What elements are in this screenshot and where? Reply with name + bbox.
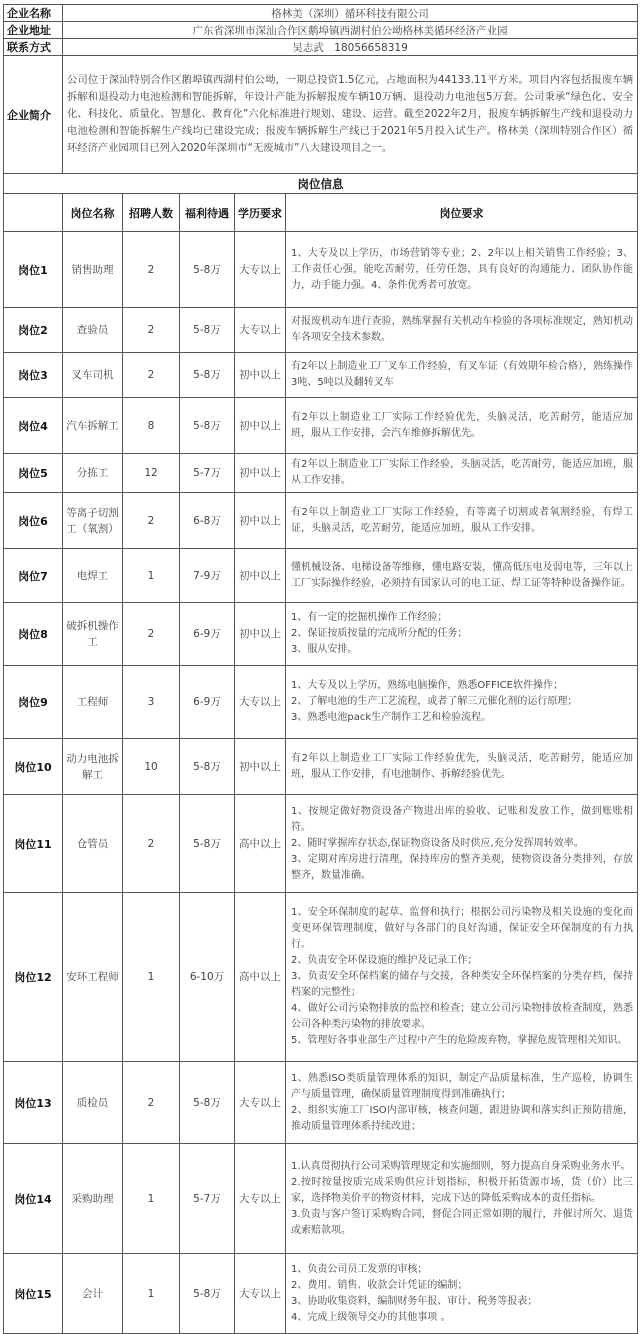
position-salary: 5-8万 (180, 353, 235, 398)
company-contact: 吴志武 18056658319 (63, 39, 638, 56)
position-row (4, 1254, 638, 1334)
position-label: 岗位9 (4, 666, 63, 739)
position-requirements (286, 603, 638, 666)
position-requirements (286, 232, 638, 308)
position-name: 采购助理 (63, 1144, 123, 1254)
position-name: 会计 (63, 1254, 123, 1334)
position-row (4, 1062, 638, 1144)
requirement-line: 2、费用、销售、收款会计凭证的编制； (291, 1279, 468, 1291)
position-headcount: 2 (123, 308, 180, 353)
requirement-line: 2.按时按量按质完成采购供应计划指标，积极开拓货源市场，货（价）比三家，选择物美价平的物资材料，完成下达的降低采购成本的责任指标。 (291, 1176, 634, 1204)
company-contact-label: 联系方式 (4, 39, 63, 56)
position-education: 高中以上 (235, 893, 286, 1062)
position-label: 岗位1 (4, 232, 63, 308)
requirement-line: 1、安全环保制度的起草、监督和执行；根据公司污染物及相关设施的变化而变更环保管理制度，做好与各部门的良好沟通，保证安全环保制度的有力执行。 (291, 907, 634, 950)
requirement-line: 有2年以上制造业工厂叉车工作经验，有叉车证（有效期年检合格），熟练操作3吨、5吨以及翻转叉车 (291, 361, 634, 388)
position-headcount: 3 (123, 666, 180, 739)
position-headcount: 1 (123, 893, 180, 1062)
requirement-line: 3、协助收集资料，编制财务年报、审计、税务等报表； (291, 1295, 538, 1307)
position-salary: 5-8万 (180, 795, 235, 893)
job-info-document (3, 4, 637, 1334)
position-education: 初中以上 (235, 493, 286, 549)
position-label: 岗位15 (4, 1254, 63, 1334)
position-name: 动力电池拆解工 (63, 739, 123, 795)
company-name-label: 企业名称 (4, 5, 63, 22)
requirement-line: 4、做好公司污染物排放的监控和检查；建立公司污染物排放检查制度，熟悉公司各种类污染物的排放要求。 (291, 1003, 634, 1030)
position-education: 初中以上 (235, 454, 286, 493)
position-row (4, 893, 638, 1062)
position-row (4, 666, 638, 739)
position-education: 初中以上 (235, 398, 286, 454)
requirement-line: 3.负责与客户签订采购购合同，督促合同正常如期的履行，并催讨所欠、退货或索赔款项。 (291, 1208, 634, 1236)
position-row (4, 353, 638, 398)
position-label: 岗位14 (4, 1144, 63, 1254)
position-requirements (286, 1062, 638, 1144)
position-requirements (286, 739, 638, 795)
position-name: 分拣工 (63, 454, 123, 493)
company-table (3, 4, 638, 1334)
company-intro-label: 企业简介 (4, 56, 63, 174)
header-salary: 福利待遇 (180, 194, 235, 232)
company-name: 格林美（深圳）循环科技有限公司 (63, 5, 638, 22)
position-headcount: 2 (123, 232, 180, 308)
company-address-label: 企业地址 (4, 22, 63, 39)
position-label: 岗位11 (4, 795, 63, 893)
position-row (4, 398, 638, 454)
position-name: 销售助理 (63, 232, 123, 308)
position-label: 岗位13 (4, 1062, 63, 1144)
position-row (4, 493, 638, 549)
position-salary: 6-8万 (180, 493, 235, 549)
position-headcount: 10 (123, 739, 180, 795)
header-headcount: 招聘人数 (123, 194, 180, 232)
position-label: 岗位7 (4, 549, 63, 603)
position-education: 大专以上 (235, 1254, 286, 1334)
position-education: 初中以上 (235, 549, 286, 603)
position-salary: 5-7万 (180, 1144, 235, 1254)
requirement-line: 3、服从安排。 (291, 644, 358, 655)
position-label: 岗位12 (4, 893, 63, 1062)
position-label: 岗位3 (4, 353, 63, 398)
requirement-line: 1、负责公司员工发票的审核； (291, 1263, 428, 1275)
position-name: 查验员 (63, 308, 123, 353)
header-blank (4, 194, 63, 232)
requirement-line: 2、了解电池的生产工艺流程，或者了解三元催化剂的运行原理； (291, 696, 578, 707)
jobs-section-title: 岗位信息 (4, 174, 638, 194)
position-name: 汽车拆解工 (63, 398, 123, 454)
requirement-line: 1、有一定的挖掘机操作工作经验； (291, 612, 448, 623)
position-salary: 5-8万 (180, 739, 235, 795)
position-name: 叉车司机 (63, 353, 123, 398)
requirement-line: 2、保证按质按量的完成所分配的任务； (291, 628, 468, 639)
requirement-line: 1、按规定做好物资设备产物进出库的验收、记账和发放工作，做到账账相符。 (291, 805, 634, 833)
position-row (4, 454, 638, 493)
position-requirements (286, 493, 638, 549)
position-salary: 5-8万 (180, 232, 235, 308)
position-education: 初中以上 (235, 353, 286, 398)
position-headcount: 2 (123, 1062, 180, 1144)
company-contact-row (4, 39, 638, 56)
position-headcount: 12 (123, 454, 180, 493)
header-requirements: 岗位要求 (286, 194, 638, 232)
position-label: 岗位8 (4, 603, 63, 666)
position-label: 岗位6 (4, 493, 63, 549)
requirement-line: 2、组织实施工厂ISO内部审核，核查问题，跟进协调和落实纠正预防措施，推动质量管理体系持续改进； (291, 1104, 634, 1132)
position-label: 岗位5 (4, 454, 63, 493)
company-address-row (4, 22, 638, 39)
requirement-line: 3、熟悉电池pack生产制作工艺和检验流程。 (291, 712, 492, 723)
requirement-line: 有2年以上制造业工厂实际工作经验，头脑灵活，吃苦耐劳，能适应加班，服从工作安排。 (291, 459, 634, 486)
position-requirements (286, 666, 638, 739)
position-education: 初中以上 (235, 739, 286, 795)
requirement-line: 对报废机动车进行查验，熟练掌握有关机动车检验的各项标准规定，熟知机动车各项安全技术参数。 (291, 316, 634, 343)
position-headcount: 1 (123, 1254, 180, 1334)
company-address: 广东省深圳市深汕合作区鹅埠镇西湖村伯公坳格林美循环经济产业园 (63, 22, 638, 39)
position-education: 高中以上 (235, 795, 286, 893)
position-row (4, 1144, 638, 1254)
position-education: 大专以上 (235, 1144, 286, 1254)
position-name: 质检员 (63, 1062, 123, 1144)
position-salary: 6-9万 (180, 666, 235, 739)
requirement-line: 1、大专及以上学历，市场营销等专业；2、2年以上相关销售工作经验；3、工作责任心强，能吃苦耐劳，任劳任怨，具有良好的沟通能力、团队协作能力，动手能力强。4、条件优秀者可放宽。 (291, 247, 634, 291)
position-salary: 5-8万 (180, 1254, 235, 1334)
position-label: 岗位2 (4, 308, 63, 353)
requirement-line: 有2年以上制造业工厂实际工作经验优先，头脑灵活，吃苦耐劳，能适应加班，服从工作安排，会汽车维修拆解优先。 (291, 411, 634, 439)
position-name: 安环工程师 (63, 893, 123, 1062)
position-headcount: 2 (123, 603, 180, 666)
position-education: 大专以上 (235, 232, 286, 308)
position-label: 岗位4 (4, 398, 63, 454)
position-name: 破拆机操作工 (63, 603, 123, 666)
position-headcount: 8 (123, 398, 180, 454)
company-name-row (4, 5, 638, 22)
position-requirements (286, 308, 638, 353)
position-education: 大专以上 (235, 1062, 286, 1144)
company-intro: 公司位于深汕特别合作区鹅埠镇西湖村伯公坳，一期总投资1.5亿元，占地面积为44133.11平方米。项目内容包括报废车辆拆解和退役动力电池检测和智能拆解，年设计产能为拆解报废车辆10万辆、退役动力电池包5万套。公司秉承“绿色化、安全化、科技化、质量化、智慧化、教育化”六化标准进行规划、建设、运营。截至2022年2月，报废车辆拆解生产线和退役动力电池检测和智能拆解生产线均已建设完成；报废车辆拆解生产线已于2021年5月投入试生产。格林美（深圳特别合作区）循环经济产业园项目已列入2020年深圳市“无废城市”八大建设项目之一。 (63, 56, 638, 174)
position-headcount: 2 (123, 795, 180, 893)
position-row (4, 603, 638, 666)
requirement-line: 3、负责安全环保档案的储存与交接，各种类安全环保档案的分类存档，保持档案的完整性； (291, 971, 634, 998)
position-salary: 5-8万 (180, 308, 235, 353)
position-row (4, 232, 638, 308)
position-name: 仓管员 (63, 795, 123, 893)
requirement-line: 5、管理好各事业部生产过程中产生的危险废弃物，掌握危废管理相关知识。 (291, 1035, 628, 1046)
position-headcount: 2 (123, 493, 180, 549)
position-requirements (286, 1144, 638, 1254)
jobs-section-row (4, 174, 638, 194)
position-requirements (286, 353, 638, 398)
position-salary: 6-9万 (180, 603, 235, 666)
position-salary: 7-9万 (180, 549, 235, 603)
positions-list (4, 232, 638, 1334)
position-requirements (286, 893, 638, 1062)
position-name: 等离子切割工（氧割） (63, 493, 123, 549)
position-headcount: 2 (123, 353, 180, 398)
position-education: 大专以上 (235, 308, 286, 353)
requirement-line: 3、定期对库房进行清理，保持库房的整齐美观，使物资设备分类排列，存放整齐，数量准确。 (291, 853, 634, 881)
position-row (4, 795, 638, 893)
header-position-name: 岗位名称 (63, 194, 123, 232)
position-row (4, 549, 638, 603)
position-name: 工程师 (63, 666, 123, 739)
position-requirements (286, 795, 638, 893)
jobs-header-row (4, 194, 638, 232)
position-salary: 5-7万 (180, 454, 235, 493)
position-headcount: 1 (123, 1144, 180, 1254)
requirement-line: 1、熟悉ISO类质量管理体系的知识，制定产品质量标准，生产巡检，协调生产与质量管理，确保质量管理制度得到准确执行； (291, 1072, 634, 1100)
position-salary: 5-8万 (180, 398, 235, 454)
requirement-line: 有2年以上制造业工厂实际工作经验，有等离子切割或者氧割经验，有焊工证，头脑灵活，吃苦耐劳，能适应加班，服从工作安排。 (291, 506, 634, 534)
company-intro-row (4, 56, 638, 174)
requirement-line: 1.认真贯彻执行公司采购管理规定和实施细则，努力提高自身采购业务水平。 (291, 1160, 631, 1172)
position-requirements (286, 454, 638, 493)
position-requirements (286, 398, 638, 454)
requirement-line: 1、大专及以上学历，熟练电脑操作，熟悉OFFICE软件操作； (291, 680, 563, 691)
position-salary: 5-8万 (180, 1062, 235, 1144)
position-name: 电焊工 (63, 549, 123, 603)
position-education: 初中以上 (235, 603, 286, 666)
position-requirements (286, 1254, 638, 1334)
requirement-line: 2、随时掌握库存状态,保证物资设备及时供应,充分发挥周转效率。 (291, 837, 584, 849)
position-requirements (286, 549, 638, 603)
requirement-line: 有2年以上制造业工厂实际工作经验优先，头脑灵活，吃苦耐劳，能适应加班，服从工作安排，有电池制作、拆解经验优先。 (291, 752, 634, 780)
position-headcount: 1 (123, 549, 180, 603)
requirement-line: 懂机械设备、电梯设备等维修，懂电路安装，懂高低压电及弱电等，三年以上工厂实际操作经验，必须持有国家认可的电工证、焊工证等特种设备操作证。 (291, 561, 634, 589)
requirement-line: 4、完成上级领导交办的其他事项 。 (291, 1311, 451, 1323)
position-row (4, 739, 638, 795)
position-row (4, 308, 638, 353)
position-education: 大专以上 (235, 666, 286, 739)
position-salary: 6-10万 (180, 893, 235, 1062)
header-education: 学历要求 (235, 194, 286, 232)
position-label: 岗位10 (4, 739, 63, 795)
requirement-line: 2、负责安全环保设施的维护及记录工作； (291, 955, 478, 966)
